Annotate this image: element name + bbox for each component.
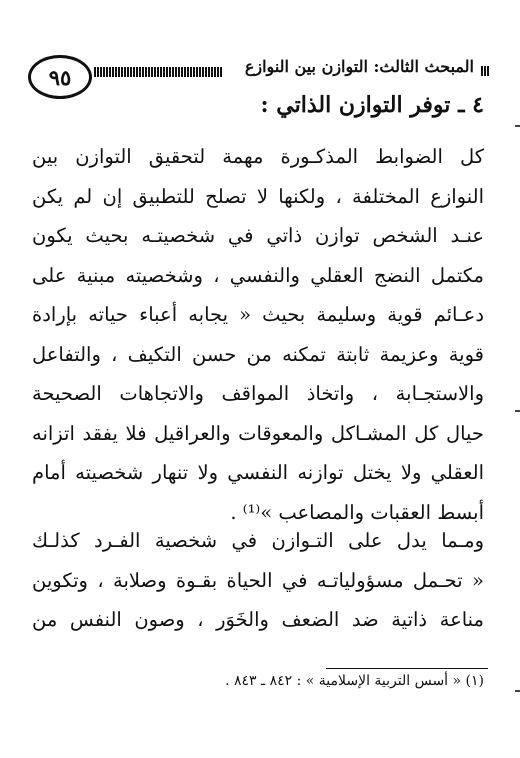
text-line: قوية وعزيمة ثابتة تمكنه من حسن التكيف ، والتفاعل — [32, 342, 484, 366]
text-line: حيال كل المشـاكل والمعوقات والعراقيل فلا يفقد اتزانه — [32, 421, 484, 445]
paragraph-2 — [32, 521, 484, 640]
text-line: مناعة ذاتية ضد الضعف والخَوَر ، وصون النفس من — [32, 608, 484, 631]
edge-mark — [515, 125, 520, 127]
text-line: والاستجـابة ، واتخاذ المواقف والاتجاهات الصحيحة — [32, 382, 484, 405]
header-decorative-rule — [94, 67, 222, 77]
footnote-separator — [326, 668, 488, 669]
section-heading: ٤ ـ توفر التوازن الذاتي : — [260, 92, 484, 118]
edge-mark — [515, 690, 520, 692]
text-line: العقلي ولا يختل توازنه النفسي ولا تنهار شخصيته أمام — [32, 461, 484, 484]
running-title: المبحث الثالث: التوازن بين النوازع — [244, 57, 474, 76]
text-line-with-footnote-ref: أبسط العقبات والمصاعب »⁽¹⁾ . — [230, 500, 484, 524]
text-line: « تحـمل مسؤولياتـه في الحياة بقـوة وصلابة ، وتكوين — [32, 568, 484, 592]
text-line: عنـد الشخص توازن ذاتي في شخصيتـه بحيث يكون — [32, 224, 484, 247]
paragraph-1 — [32, 137, 484, 532]
text-line: النوازع المختلفة ، ولكنها لا تصلح للتطبيق إن لم يكن — [32, 184, 484, 208]
text-line: كل الضوابط المذكـورة مهمة لتحقيق التوازن بين — [32, 145, 484, 168]
text-line: مكتمل النضج العقلي والنفسي ، وشخصيته مبنية على — [32, 263, 484, 287]
edge-mark — [515, 410, 520, 412]
header-decorative-mark — [481, 66, 490, 76]
text-line: ومـما يدل على التـوازن في شخصية الفـرد كذلـك — [32, 529, 484, 552]
page-header — [28, 55, 490, 95]
text-line: دعـائم قوية وسليمة بحيث « يجابه أعباء حياته بإرادة — [32, 303, 484, 326]
page-number: ٩٥ — [28, 55, 92, 99]
footnote: (١) « أسس التربية الإسلامية » : ٨٤٢ ـ ٨٤٣ . — [225, 673, 484, 689]
